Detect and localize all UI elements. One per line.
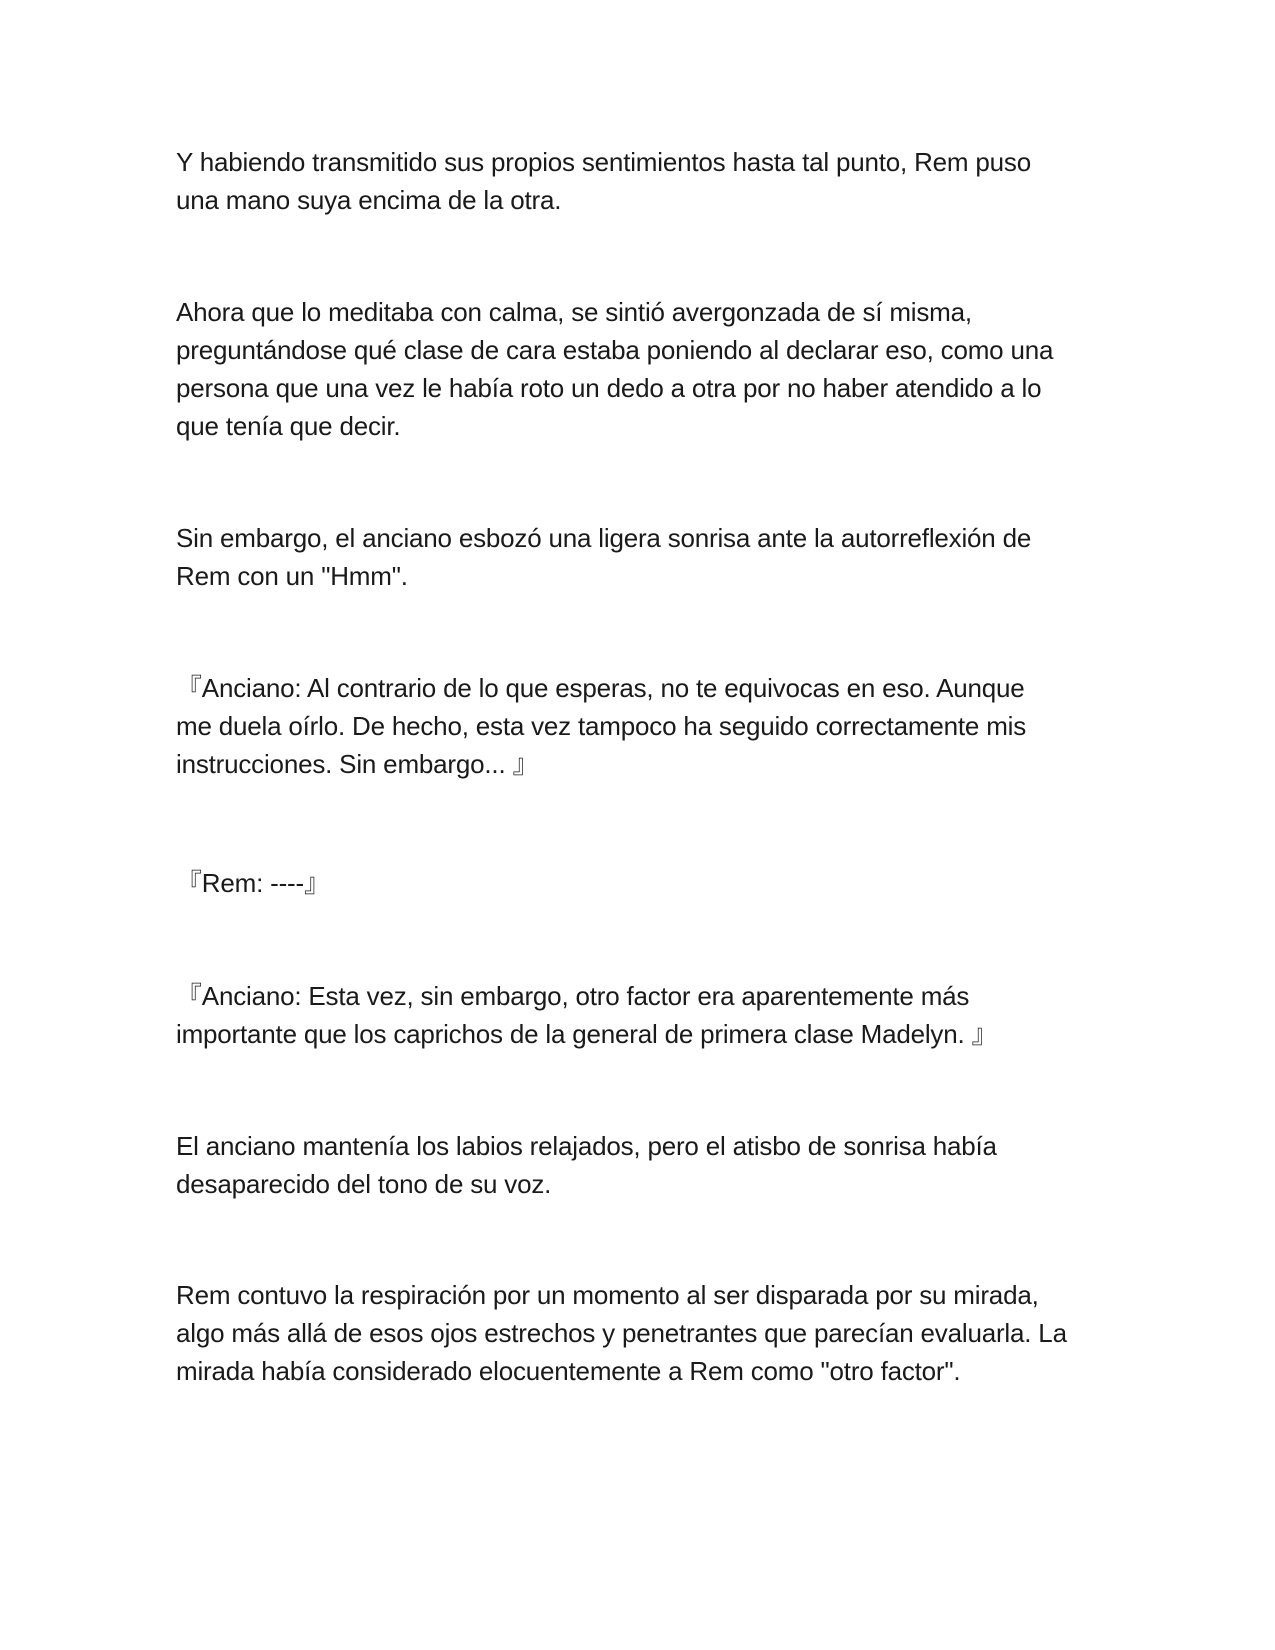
paragraph-5-dialogue: [176, 864, 1106, 902]
paragraph-line: que tenía que decir.: [176, 411, 401, 441]
paragraph-1: [176, 143, 1106, 219]
paragraph-4-dialogue: [176, 669, 1106, 783]
paragraph-line: persona que una vez le había roto un dedo a otra por no haber atendido a lo: [176, 373, 1042, 403]
paragraph-2: [176, 293, 1106, 445]
paragraph-line: 『Anciano: Esta vez, sin embargo, otro factor era aparentemente más: [176, 981, 970, 1011]
paragraph-line: instrucciones. Sin embargo... 』: [176, 749, 539, 779]
paragraph-line: Ahora que lo meditaba con calma, se sintió avergonzada de sí misma,: [176, 297, 972, 327]
paragraph-line: Rem contuvo la respiración por un momento al ser disparada por su mirada,: [176, 1280, 1039, 1310]
paragraph-line: 『Rem: ----』: [176, 868, 330, 898]
paragraph-line: 『Anciano: Al contrario de lo que esperas, no te equivocas en eso. Aunque: [176, 673, 1025, 703]
paragraph-line: importante que los caprichos de la general de primera clase Madelyn. 』: [176, 1019, 998, 1049]
paragraph-line: una mano suya encima de la otra.: [176, 185, 562, 215]
paragraph-6-dialogue: [176, 977, 1106, 1053]
paragraph-8: [176, 1276, 1106, 1390]
paragraph-line: desaparecido del tono de su voz.: [176, 1169, 552, 1199]
paragraph-3: [176, 519, 1106, 595]
paragraph-line: Sin embargo, el anciano esbozó una ligera sonrisa ante la autorreflexión de: [176, 523, 1032, 553]
paragraph-line: Y habiendo transmitido sus propios sentimientos hasta tal punto, Rem puso: [176, 147, 1031, 177]
paragraph-line: algo más allá de esos ojos estrechos y penetrantes que parecían evaluarla. La: [176, 1318, 1067, 1348]
paragraph-line: mirada había considerado elocuentemente a Rem como "otro factor".: [176, 1356, 961, 1386]
paragraph-7: [176, 1127, 1106, 1203]
paragraph-line: preguntándose qué clase de cara estaba poniendo al declarar eso, como una: [176, 335, 1054, 365]
paragraph-line: El anciano mantenía los labios relajados, pero el atisbo de sonrisa había: [176, 1131, 997, 1161]
paragraph-line: me duela oírlo. De hecho, esta vez tampoco ha seguido correctamente mis: [176, 711, 1027, 741]
paragraph-line: Rem con un "Hmm".: [176, 561, 408, 591]
